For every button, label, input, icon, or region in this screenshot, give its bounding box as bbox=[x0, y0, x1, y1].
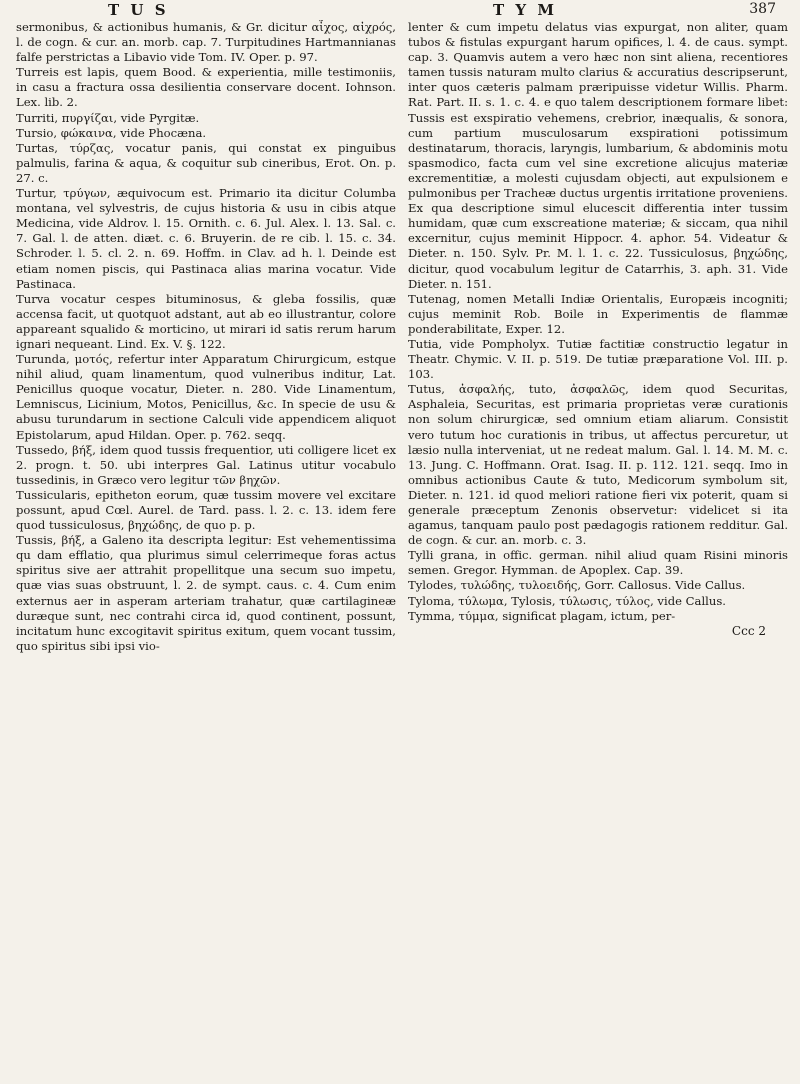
page-number: 387 bbox=[749, 1, 776, 17]
entry-paragraph: Tymma, τύμμα, significat plagam, ictum, per- bbox=[408, 608, 676, 623]
entry-paragraph: Turtas, τύρζας, vocatur panis, qui constat ex pinguibus palmulis, farina & aqua, & coquitur sub cineribus, Erot. On. p. 27. c. bbox=[16, 140, 396, 185]
entry-paragraph: Tylodes, τυλώδης, τυλοειδής, Gorr. Callosus. Vide Callus. bbox=[408, 578, 746, 593]
entry-paragraph: lenter & cum impetu delatus vias expurgat, non aliter, quam tubos & fistulas expurgant harum opifices, l. 4. de caus. sympt. cap. 3. Quamvis autem a vero hæc non sint aliena, recentiores tamen tussis naturam multo clarius & accuratius descripserunt, inter quos cæteris palmam præripuisse videtur Willis. Pharm. Rat. Part. II. s. 1. c. 4. e quo talem descriptionem formare libet: Tussis est exspiratio vehemens, crebrior, inæqualis, & sonora, cum partium musculosarum exspirationi potissimum destinatarum, thoracis, laryngis, lumbarium, & abdominis motu spasmodico, facta cum vel sine excretione alicujus materiæ excrementitiæ, a molesti cujusdam objecti, aut expulsionem e pulmonibus per Tracheæ ductus urgentis irritatione proveniens. Ex qua descriptione simul elucescit differentia inter tussim humidam, quæ cum exscreatione materiæ; & siccam, qua nihil excernitur, cujus meminit Hippocr. 4. aphor. 54. Videatur & Dieter. n. 150. Sylv. Pr. M. l. 1. c. 22. Tussiculosus, βηχώδης, dicitur, quod vocabulum legitur de Catarrhis, 3. aph. 31. Vide Dieter. n. 151. bbox=[408, 20, 788, 291]
entry-paragraph: sermonibus, & actionibus humanis, & Gr. dicitur αἶχος, αἰχρός, l. de cogn. & cur. an. morb. cap. 7. Turpitudines Hartmannianas falfe perstrictas a Libavio vide Tom. IV. Oper. p. 97. bbox=[16, 20, 396, 65]
entry-paragraph: Turva vocatur cespes bituminosus, & gleba fossilis, quæ accensa facit, ut quotquot adstant, aut ab eo illustrantur, colore appareant squalido & morticino, ut mirari id satis rerum harum ignari nequeant. Lind. Ex. V. §. 122. bbox=[16, 291, 396, 351]
entry-paragraph: Tutus, ἀσφαλής, tuto, ἀσφαλῶς, idem quod Securitas, Asphaleia, Securitas, est primaria proprietas veræ curationis non solum chirurgicæ, sed omnium etiam aliarum. Consistit vero tutum hoc curationis in tribus, ut affectus percuretur, ut læsio nulla interveniat, ut ne redeat malum. Gal. l. 14. M. M. c. 13. Jung. C. Hoffmann. Orat. Isag. II. p. 112. 121. seqq. Imo in omnibus actionibus Caute & tuto, Medicorum symbolum sit, Dieter. n. 121. id quod meliori ratione fieri vix poterit, quam si generale præceptum Zenonis observetur: videlicet si ita agamus, tanquam paulo post pædagogis rationem redditur. Gal. de cogn. & cur. an. morb. c. 3. bbox=[408, 382, 788, 548]
entry-paragraph: Turunda, μοτός, refertur inter Apparatum Chirurgicum, estque nihil aliud, quam linamentum, quod vulneribus inditur, Lat. Penicillus quoque vocatur, Dieter. n. 280. Vide Linamentum, Lemniscus, Licinium, Motos, Penicillus, &c. In specie de usu & abusu turundarum in sectione Calculi vide appendicem aliquot Epistolarum, apud Hildan. Oper. p. 762. seqq. bbox=[16, 352, 396, 442]
right-column bbox=[408, 20, 788, 1078]
left-column bbox=[16, 20, 396, 1078]
entry-paragraph: Tussicularis, epitheton eorum, quæ tussim movere vel excitare possunt, apud Cœl. Aurel. de Tard. pass. l. 2. c. 13. idem fere quod tussiculosus, βηχώδης, de quo p. p. bbox=[16, 487, 396, 533]
signature-mark: Ccc 2 bbox=[731, 623, 766, 638]
entry-paragraph: Tylli grana, in offic. german. nihil aliud quam Risini minoris semen. Gregor. Hymman. de Apoplex. Cap. 39. bbox=[408, 548, 788, 578]
entry-paragraph: Tussis, βήξ, a Galeno ita descripta legitur: Est vehementissima qu dam efflatio, qua plurimus simul celerrimeque foras actus spiritus sive aer attrahit propellitque una secum suo impetu, quæ vias suas obstruunt, l. 2. de sympt. caus. c. 4. Cum enim externus aer in asperam arteriam trahatur, quæ cartilagineæ duræque sunt, nec contrahi circa id, quod continent, possunt, incitatum hunc excogitavit spiritus exitum, quem vocant tussim, quo spiritus sibi ipsi vio- bbox=[16, 533, 396, 653]
entry-paragraph: Tursio, φώκαινα, vide Phocæna. bbox=[16, 125, 207, 140]
entry-paragraph: Tutia, vide Pompholyx. Tutiæ factitiæ constructio legatur in Theatr. Chymic. V. II. p. 519. De tutiæ præparatione Vol. III. p. 103. bbox=[408, 336, 788, 382]
entry-paragraph: Tussedo, βήξ, idem quod tussis frequentior, uti colligere licet ex 2. progn. t. 50. ubi interpres Gal. Latinus utitur vocabulo tussedinis, in Græco vero legitur τῶν βηχῶν. bbox=[16, 442, 396, 487]
entry-paragraph: Turriti, πυργίζαι, vide Pyrgitæ. bbox=[16, 110, 200, 125]
header-left: T U S bbox=[108, 1, 169, 19]
entry-paragraph: Tyloma, τύλωμα, Tylosis, τύλωσις, τύλος, vide Callus. bbox=[408, 593, 726, 608]
header-right: T Y M bbox=[493, 1, 557, 19]
entry-paragraph: Tutenag, nomen Metalli Indiæ Orientalis, Europæis incogniti; cujus meminit Rob. Boile in Experimentis de flammæ ponderabilitate, Exper. 12. bbox=[408, 291, 788, 336]
entry-paragraph: Turreis est lapis, quem Bood. & experientia, mille testimoniis, in casu a fractura ossa desilientia conservare docent. Iohnson. Lex. lib. 2. bbox=[16, 65, 396, 110]
entry-paragraph: Turtur, τρύγων, æquivocum est. Primario ita dicitur Columba montana, vel sylvestris, de cujus historia & usu in cibis atque Medicina, vide Aldrov. l. 15. Ornith. c. 6. Jul. Alex. l. 13. Sal. c. 7. Gal. l. de atten. diæt. c. 6. Bruyerin. de re cib. l. 15. c. 34. Schroder. l. 5. cl. 2. n. 69. Hoffm. in Clav. ad h. l. Deinde est etiam nomen piscis, qui Pastinaca alias marina vocatur. Vide Pastinaca. bbox=[16, 186, 396, 291]
text-columns bbox=[16, 20, 788, 1078]
running-header bbox=[18, 0, 782, 20]
